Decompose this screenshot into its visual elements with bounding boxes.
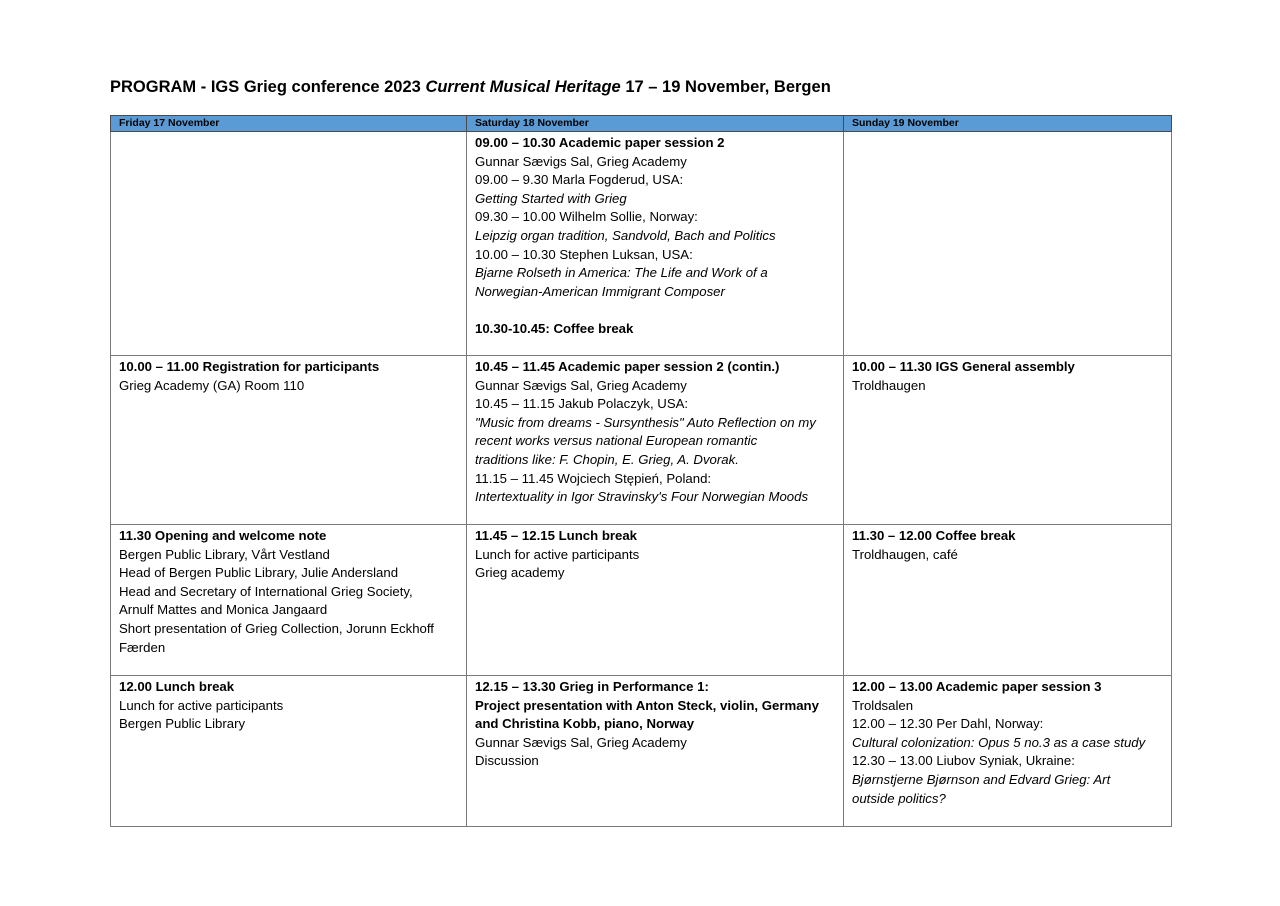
program-line: and Christina Kobb, piano, Norway xyxy=(475,716,695,732)
program-line: Gunnar Sævigs Sal, Grieg Academy xyxy=(475,153,687,169)
cell-sunday xyxy=(844,676,1172,827)
program-line: 11.45 – 12.15 Lunch break xyxy=(475,528,638,543)
program-line: Bjørnstjerne Bjørnson and Edvard Grieg: Art xyxy=(852,771,1111,787)
cell-friday xyxy=(111,525,467,676)
column-header-sunday: Sunday 19 November xyxy=(844,116,1172,132)
program-table xyxy=(110,115,1172,827)
document-title xyxy=(110,78,831,97)
program-line: 10.00 – 11.30 IGS General assembly xyxy=(852,359,1075,374)
table-row xyxy=(111,676,1172,827)
program-line: 10.30-10.45: Coffee break xyxy=(475,320,634,336)
program-line: 12.15 – 13.30 Grieg in Performance 1: xyxy=(475,679,709,694)
program-line: Getting Started with Grieg xyxy=(475,190,627,206)
program-line: 10.00 – 10.30 Stephen Luksan, USA: xyxy=(475,246,693,262)
program-line: Discussion xyxy=(475,753,539,769)
program-line: 09.30 – 10.00 Wilhelm Sollie, Norway: xyxy=(475,209,698,225)
cell-friday xyxy=(111,356,467,525)
title-italic-text: Current Musical Heritage xyxy=(425,78,621,96)
program-line: 10.45 – 11.45 Academic paper session 2 (contin.) xyxy=(475,359,780,374)
program-line: 12.00 – 12.30 Per Dahl, Norway: xyxy=(852,716,1044,732)
title-text: PROGRAM - IGS Grieg conference 2023 xyxy=(110,78,426,96)
program-line: Troldsalen xyxy=(852,697,914,713)
program-line: 12.30 – 13.00 Liubov Syniak, Ukraine: xyxy=(852,753,1075,769)
program-line: Bergen Public Library xyxy=(119,716,246,732)
program-line: 11.15 – 11.45 Wojciech Stępień, Poland: xyxy=(475,470,712,486)
table-row xyxy=(111,132,1172,356)
program-line: 09.00 – 9.30 Marla Fogderud, USA: xyxy=(475,172,684,188)
program-line: Norwegian-American Immigrant Composer xyxy=(475,283,725,299)
program-line: outside politics? xyxy=(852,790,946,806)
program-line: Cultural colonization: Opus 5 no.3 as a case study xyxy=(852,734,1146,750)
program-line: 12.00 Lunch break xyxy=(119,679,235,694)
program-line: 11.30 Opening and welcome note xyxy=(119,528,327,543)
program-line: "Music from dreams - Sursynthesis" Auto Reflection on my xyxy=(475,414,816,430)
cell-saturday xyxy=(467,525,844,676)
program-line: Arnulf Mattes and Monica Jangaard xyxy=(119,602,328,618)
title-text-end: 17 – 19 November, Bergen xyxy=(620,78,831,96)
program-line: Troldhaugen xyxy=(852,377,926,393)
program-line: Leipzig organ tradition, Sandvold, Bach and Politics xyxy=(475,227,776,243)
cell-saturday xyxy=(467,356,844,525)
column-header-friday: Friday 17 November xyxy=(111,116,467,132)
cell-sunday xyxy=(844,356,1172,525)
program-line: Lunch for active participants xyxy=(119,697,284,713)
program-line: 11.30 – 12.00 Coffee break xyxy=(852,528,1016,543)
program-line: 10.00 – 11.00 Registration for participants xyxy=(119,359,380,374)
program-line: Grieg academy xyxy=(475,565,565,581)
program-line: Head and Secretary of International Grieg Society, xyxy=(119,583,413,599)
program-line: Intertextuality in Igor Stravinsky's Four Norwegian Moods xyxy=(475,489,809,505)
program-line: recent works versus national European romantic xyxy=(475,433,758,449)
program-line: Gunnar Sævigs Sal, Grieg Academy xyxy=(475,377,687,393)
cell-sunday xyxy=(844,132,1172,356)
cell-saturday xyxy=(467,676,844,827)
program-line: traditions like: F. Chopin, E. Grieg, A. Dvorak. xyxy=(475,451,739,467)
program-line: Bjarne Rolseth in America: The Life and Work of a xyxy=(475,265,768,281)
program-line: Head of Bergen Public Library, Julie Andersland xyxy=(119,565,399,581)
cell-friday xyxy=(111,132,467,356)
table-header-row xyxy=(111,116,1172,132)
program-line: Grieg Academy (GA) Room 110 xyxy=(119,377,305,393)
column-header-saturday: Saturday 18 November xyxy=(467,116,844,132)
blank-line xyxy=(475,301,835,320)
table-row xyxy=(111,525,1172,676)
program-line: 12.00 – 13.00 Academic paper session 3 xyxy=(852,679,1102,694)
program-line: 09.00 – 10.30 Academic paper session 2 xyxy=(475,135,725,150)
cell-saturday xyxy=(467,132,844,356)
program-line: 10.45 – 11.15 Jakub Polaczyk, USA: xyxy=(475,396,689,412)
program-line: Gunnar Sævigs Sal, Grieg Academy xyxy=(475,734,687,750)
table-row xyxy=(111,356,1172,525)
cell-friday xyxy=(111,676,467,827)
program-line: Troldhaugen, café xyxy=(852,546,958,562)
cell-sunday xyxy=(844,525,1172,676)
program-line: Lunch for active participants xyxy=(475,546,640,562)
program-line: Short presentation of Grieg Collection, Jorunn Eckhoff xyxy=(119,620,434,636)
program-line: Bergen Public Library, Vårt Vestland xyxy=(119,546,330,562)
program-line: Færden xyxy=(119,639,166,655)
program-line: Project presentation with Anton Steck, violin, Germany xyxy=(475,697,819,713)
